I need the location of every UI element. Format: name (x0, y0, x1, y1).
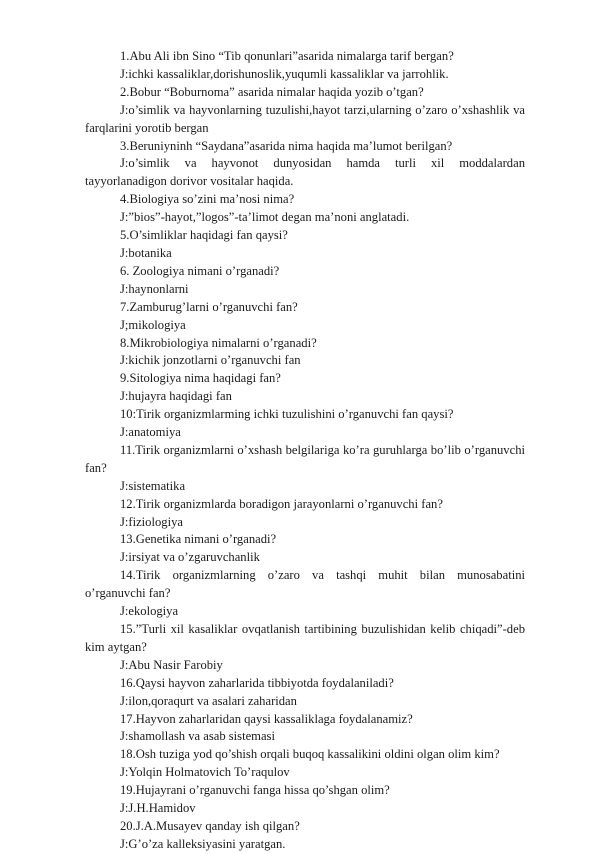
paragraph-answer-16: J:ilon,qoraqurt va asalari zaharidan (120, 693, 297, 708)
paragraph-question-18: 18.Osh tuziga yod qo’shish orqali buqoq kassalikini oldini olgan olim kim? (120, 747, 500, 762)
paragraph-answer-8: J:kichik jonzotlarni o’rganuvchi fan (120, 353, 301, 368)
paragraph-question-13: 13.Genetika nimani o’rganadi? (120, 532, 277, 547)
paragraph-answer-20: J:G’o’za kalleksiyasini yaratgan. (120, 836, 286, 851)
paragraph-answer-2: J:o’simlik va hayvonlarning tuzulishi,hayot tarzi,ularning o’zaro o’xshashlik va farqlarini yorotib bergan (85, 102, 525, 135)
paragraph-answer-12: J:fiziologiya (120, 514, 183, 529)
paragraph-answer-7: J;mikologiya (120, 317, 186, 332)
paragraph-answer-11: J:sistematika (120, 478, 186, 493)
paragraph-answer-5: J:botanika (120, 245, 172, 260)
paragraph-answer-18: J:Yolqin Holmatovich To’raqulov (120, 765, 290, 780)
paragraph-answer-4: J:”bios”-hayot,”logos”-ta’limot degan ma’noni anglatadi. (120, 210, 410, 225)
paragraph-answer-3: J:o’simlik va hayvonot dunyosidan hamda turli xil moddalardan tayyorlanadigon dorivor vositalar haqida. (85, 156, 525, 189)
paragraph-question-17: 17.Hayvon zaharlaridan qaysi kassaliklaga foydalanamiz? (120, 711, 413, 726)
paragraph-answer-19: J:J.H.Hamidov (120, 801, 196, 816)
paragraph-question-3: 3.Beruniyninh “Saydana”asarida nima haqida ma’lumot berilgan? (120, 138, 453, 153)
paragraph-question-12: 12.Tirik organizmlarda boradigon jarayonlarni o’rganuvchi fan? (120, 496, 443, 511)
paragraph-question-16: 16.Qaysi hayvon zaharlarida tibbiyotda foydalaniladi? (120, 675, 394, 690)
paragraph-question-8: 8.Mikrobiologiya nimalarni o’rganadi? (120, 335, 317, 350)
paragraph-answer-10: J:anatomiya (120, 425, 181, 440)
paragraph-question-19: 19.Hujayrani o’rganuvchi fanga hissa qo’shgan olim? (120, 783, 390, 798)
paragraph-answer-1: J:ichki kassaliklar,dorishunoslik,yuqumli kassaliklar va jarrohlik. (120, 66, 449, 81)
paragraph-question-2: 2.Bobur “Boburnoma” asarida nimalar haqida yozib o’tgan? (120, 84, 424, 99)
paragraph-answer-15: J:Abu Nasir Farobiy (120, 657, 223, 672)
paragraph-answer-14: J:ekologiya (120, 604, 179, 619)
paragraph-answer-13: J:irsiyat va o’zgaruvchanlik (120, 550, 260, 565)
paragraph-question-5: 5.O’simliklar haqidagi fan qaysi? (120, 228, 288, 243)
paragraph-answer-6: J:haynonlarni (120, 281, 189, 296)
paragraph-question-10: 10:Tirik organizmlarming ichki tuzulishini o’rganuvchi fan qaysi? (120, 407, 454, 422)
paragraph-question-14: 14.Tirik organizmlarning o’zaro va tashqi muhit bilan munosabatini o’rganuvchi fan? (85, 568, 525, 601)
paragraph-question-11: 11.Tirik organizmlarni o’xshash belgilariga ko’ra guruhlarga bo’lib o’rganuvchi fan? (85, 442, 525, 475)
paragraph-answer-9: J:hujayra haqidagi fan (120, 389, 232, 404)
document-body (85, 48, 525, 854)
paragraph-answer-17: J:shamollash va asab sistemasi (120, 729, 275, 744)
paragraph-question-1: 1.Abu Ali ibn Sino “Tib qonunlari”asarida nimalarga tarif bergan? (120, 49, 454, 63)
paragraph-question-4: 4.Biologiya so’zini ma’nosi nima? (120, 192, 295, 207)
paragraph-question-20: 20.J.A.Musayev qanday ish qilgan? (120, 818, 300, 833)
paragraph-question-6: 6. Zoologiya nimani o’rganadi? (120, 263, 280, 278)
paragraph-question-15: 15.”Turli xil kasaliklar ovqatlanish tartibining buzulishidan kelib chiqadi”-deb kim aytgan? (85, 622, 525, 654)
paragraph-question-7: 7.Zamburug’larni o’rganuvchi fan? (120, 299, 298, 314)
paragraph-question-9: 9.Sitologiya nima haqidagi fan? (120, 371, 281, 386)
